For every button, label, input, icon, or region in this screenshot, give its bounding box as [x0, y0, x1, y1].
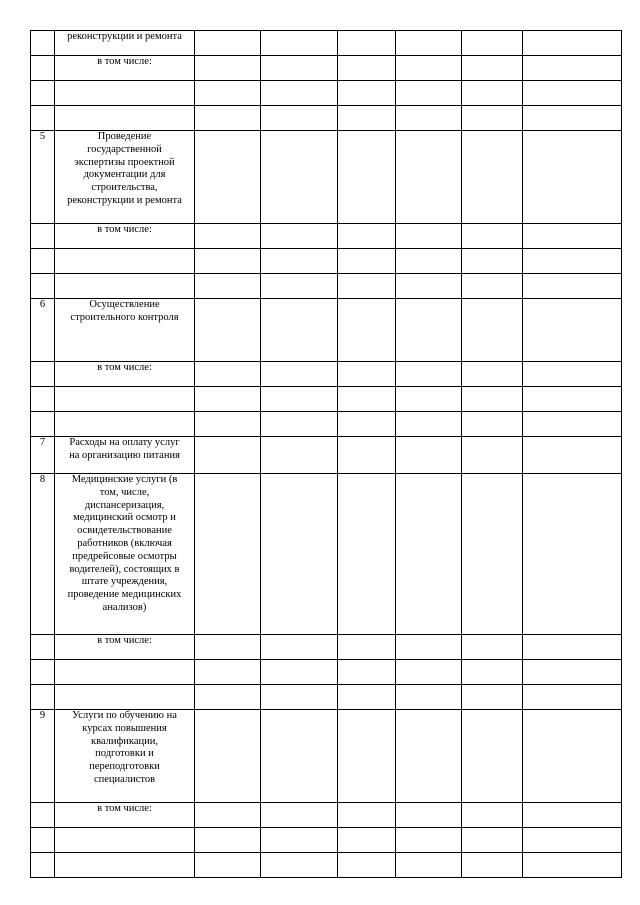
table-row — [31, 412, 622, 437]
value-cell — [396, 31, 462, 56]
row-number-cell — [31, 56, 55, 81]
row-name-text: Расходы на оплату услуг на организацию питания — [69, 437, 180, 461]
value-cell — [523, 437, 622, 474]
value-cell — [338, 362, 396, 387]
value-cell — [261, 710, 338, 803]
row-name-text: в том числе: — [97, 803, 152, 814]
row-name-cell — [55, 710, 195, 803]
value-cell — [261, 412, 338, 437]
row-name-cell — [55, 387, 195, 412]
value-cell — [523, 660, 622, 685]
table-row — [31, 362, 622, 387]
row-number-cell — [31, 106, 55, 131]
value-cell — [338, 412, 396, 437]
value-cell — [396, 412, 462, 437]
row-number-cell — [31, 853, 55, 878]
value-cell — [523, 635, 622, 660]
value-cell — [462, 56, 523, 81]
value-cell — [195, 635, 261, 660]
value-cell — [261, 224, 338, 249]
row-name-cell — [55, 437, 195, 474]
value-cell — [195, 299, 261, 362]
row-number-cell — [31, 635, 55, 660]
value-cell — [462, 635, 523, 660]
table-row — [31, 56, 622, 81]
row-number-cell — [31, 31, 55, 56]
row-number-cell — [31, 249, 55, 274]
table-row — [31, 81, 622, 106]
value-cell — [261, 387, 338, 412]
value-cell — [261, 274, 338, 299]
value-cell — [523, 81, 622, 106]
value-cell — [462, 660, 523, 685]
row-number-cell — [31, 412, 55, 437]
value-cell — [195, 437, 261, 474]
value-cell — [462, 224, 523, 249]
table-row — [31, 31, 622, 56]
row-name-cell — [55, 106, 195, 131]
value-cell — [462, 853, 523, 878]
value-cell — [261, 828, 338, 853]
value-cell — [338, 249, 396, 274]
row-name-cell — [55, 412, 195, 437]
row-name-cell — [55, 362, 195, 387]
value-cell — [523, 828, 622, 853]
value-cell — [523, 803, 622, 828]
row-number-cell — [31, 81, 55, 106]
value-cell — [195, 387, 261, 412]
value-cell — [338, 828, 396, 853]
row-number-cell — [31, 362, 55, 387]
value-cell — [523, 224, 622, 249]
value-cell — [523, 685, 622, 710]
value-cell — [261, 249, 338, 274]
table-row — [31, 274, 622, 299]
row-name-cell — [55, 635, 195, 660]
value-cell — [338, 224, 396, 249]
table-row — [31, 635, 622, 660]
value-cell — [261, 660, 338, 685]
value-cell — [195, 853, 261, 878]
row-name-cell — [55, 474, 195, 635]
value-cell — [523, 249, 622, 274]
value-cell — [396, 131, 462, 224]
value-cell — [261, 81, 338, 106]
row-name-cell — [55, 853, 195, 878]
value-cell — [462, 362, 523, 387]
value-cell — [523, 274, 622, 299]
value-cell — [195, 274, 261, 299]
value-cell — [338, 474, 396, 635]
value-cell — [523, 362, 622, 387]
value-cell — [462, 249, 523, 274]
value-cell — [396, 853, 462, 878]
row-name-cell — [55, 56, 195, 81]
row-name-cell — [55, 81, 195, 106]
value-cell — [523, 412, 622, 437]
row-name-cell — [55, 131, 195, 224]
value-cell — [396, 685, 462, 710]
value-cell — [396, 56, 462, 81]
value-cell — [195, 362, 261, 387]
value-cell — [338, 81, 396, 106]
table-row — [31, 474, 622, 635]
value-cell — [195, 685, 261, 710]
value-cell — [462, 803, 523, 828]
value-cell — [338, 56, 396, 81]
table-row — [31, 106, 622, 131]
value-cell — [338, 685, 396, 710]
value-cell — [195, 474, 261, 635]
value-cell — [462, 437, 523, 474]
value-cell — [462, 710, 523, 803]
value-cell — [261, 437, 338, 474]
value-cell — [462, 685, 523, 710]
value-cell — [338, 635, 396, 660]
value-cell — [195, 803, 261, 828]
row-number-cell — [31, 224, 55, 249]
row-number-cell: 8 — [31, 474, 55, 635]
value-cell — [195, 31, 261, 56]
value-cell — [338, 437, 396, 474]
value-cell — [523, 474, 622, 635]
row-name-text: реконструкции и ремонта — [67, 31, 182, 42]
value-cell — [396, 106, 462, 131]
table-row — [31, 224, 622, 249]
value-cell — [523, 56, 622, 81]
value-cell — [396, 474, 462, 635]
table-row — [31, 299, 622, 362]
table-row — [31, 660, 622, 685]
value-cell — [396, 224, 462, 249]
row-name-cell — [55, 685, 195, 710]
value-cell — [523, 106, 622, 131]
value-cell — [338, 106, 396, 131]
value-cell — [338, 31, 396, 56]
row-name-text: в том числе: — [97, 635, 152, 646]
value-cell — [338, 660, 396, 685]
value-cell — [338, 274, 396, 299]
value-cell — [396, 249, 462, 274]
row-name-text: Медицинские услуги (в том, числе, диспансеризация, медицинский осмотр и освидетельствование работников (включая предрейсовые осмотры водителей), состоящих в штате учреждения, проведение медицинских анализов) — [67, 474, 182, 613]
row-number-cell — [31, 387, 55, 412]
value-cell — [462, 299, 523, 362]
value-cell — [338, 387, 396, 412]
value-cell — [462, 387, 523, 412]
value-cell — [396, 660, 462, 685]
value-cell — [523, 299, 622, 362]
row-number-cell — [31, 828, 55, 853]
table-row — [31, 685, 622, 710]
value-cell — [338, 710, 396, 803]
value-cell — [338, 853, 396, 878]
value-cell — [462, 474, 523, 635]
value-cell — [523, 710, 622, 803]
table-row — [31, 249, 622, 274]
row-number-cell — [31, 274, 55, 299]
value-cell — [261, 362, 338, 387]
value-cell — [523, 31, 622, 56]
value-cell — [195, 81, 261, 106]
value-cell — [523, 853, 622, 878]
row-name-cell — [55, 249, 195, 274]
row-number-cell: 5 — [31, 131, 55, 224]
table-row — [31, 853, 622, 878]
value-cell — [523, 387, 622, 412]
row-number-cell — [31, 803, 55, 828]
table-row — [31, 437, 622, 474]
row-name-cell — [55, 31, 195, 56]
row-name-cell — [55, 274, 195, 299]
row-name-text: в том числе: — [97, 224, 152, 235]
row-number-cell: 9 — [31, 710, 55, 803]
value-cell — [195, 710, 261, 803]
table-row — [31, 387, 622, 412]
value-cell — [195, 106, 261, 131]
row-name-cell — [55, 224, 195, 249]
row-name-text: в том числе: — [97, 56, 152, 67]
value-cell — [338, 299, 396, 362]
value-cell — [396, 828, 462, 853]
value-cell — [462, 81, 523, 106]
row-name-text: Услуги по обучению на курсах повышения квалификации, подготовки и переподготовки специалистов — [72, 710, 177, 785]
value-cell — [195, 828, 261, 853]
row-number-cell — [31, 685, 55, 710]
value-cell — [261, 299, 338, 362]
row-name-text: Осуществление строительного контроля — [70, 299, 179, 323]
value-cell — [396, 362, 462, 387]
row-name-cell — [55, 828, 195, 853]
value-cell — [261, 635, 338, 660]
value-cell — [195, 412, 261, 437]
value-cell — [462, 31, 523, 56]
value-cell — [261, 685, 338, 710]
value-cell — [195, 224, 261, 249]
value-cell — [462, 106, 523, 131]
value-cell — [396, 437, 462, 474]
row-number-cell — [31, 660, 55, 685]
table-row — [31, 803, 622, 828]
value-cell — [261, 853, 338, 878]
row-name-text: в том числе: — [97, 362, 152, 373]
row-number-cell: 6 — [31, 299, 55, 362]
table-row — [31, 828, 622, 853]
value-cell — [396, 710, 462, 803]
row-name-text: Проведение государственной экспертизы проектной документации для строительства, реконструкции и ремонта — [67, 131, 182, 206]
value-cell — [462, 412, 523, 437]
value-cell — [396, 274, 462, 299]
value-cell — [396, 635, 462, 660]
table-row — [31, 131, 622, 224]
row-name-cell — [55, 660, 195, 685]
document-page — [30, 30, 621, 878]
row-name-cell — [55, 803, 195, 828]
value-cell — [261, 31, 338, 56]
value-cell — [261, 131, 338, 224]
value-cell — [261, 56, 338, 81]
row-number-cell: 7 — [31, 437, 55, 474]
value-cell — [396, 387, 462, 412]
value-cell — [338, 131, 396, 224]
value-cell — [338, 803, 396, 828]
value-cell — [396, 803, 462, 828]
value-cell — [396, 299, 462, 362]
value-cell — [261, 474, 338, 635]
value-cell — [261, 106, 338, 131]
value-cell — [523, 131, 622, 224]
value-cell — [261, 803, 338, 828]
budget-table — [30, 30, 622, 878]
value-cell — [195, 131, 261, 224]
table-body — [31, 31, 622, 878]
table-row — [31, 710, 622, 803]
value-cell — [462, 274, 523, 299]
value-cell — [396, 81, 462, 106]
value-cell — [462, 828, 523, 853]
value-cell — [195, 249, 261, 274]
value-cell — [195, 660, 261, 685]
value-cell — [462, 131, 523, 224]
value-cell — [195, 56, 261, 81]
row-name-cell — [55, 299, 195, 362]
